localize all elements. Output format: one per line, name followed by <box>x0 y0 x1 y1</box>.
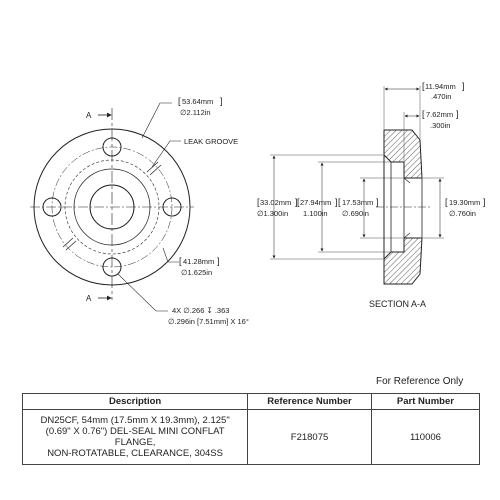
d1-dim-mm: 33.02mm <box>260 198 292 207</box>
bc-dim-mm: 41.28mm <box>183 257 215 266</box>
leak-groove-slot <box>66 241 76 250</box>
section-label-top: A <box>86 111 92 120</box>
svg-text:[: [ <box>178 96 181 106</box>
svg-text:[: [ <box>422 109 425 119</box>
svg-text:[: [ <box>445 197 448 207</box>
bc-dim-in: ∅1.625in <box>181 268 213 277</box>
section-upper-hatch <box>384 130 422 178</box>
svg-text:]: ] <box>462 81 465 91</box>
svg-text:]: ] <box>376 197 379 207</box>
od-dim-in: ∅2.112in <box>180 108 211 117</box>
svg-text:[: [ <box>179 256 182 266</box>
svg-text:]: ] <box>483 197 486 207</box>
svg-text:[: [ <box>257 197 260 207</box>
table-row <box>23 410 480 465</box>
od-leader <box>142 103 172 138</box>
header-reference-number: Reference Number <box>248 394 372 410</box>
table-header-row <box>23 394 480 410</box>
svg-text:]: ] <box>220 96 223 106</box>
hole-callout-1: 4X ∅.266 ↧ .363 <box>172 306 230 315</box>
d1-dim-in: ∅1.300in <box>257 209 289 218</box>
section-title: SECTION A-A <box>369 299 427 309</box>
hole-callout-2: ∅.296in [7.51mm] X 16° <box>168 317 249 326</box>
cb-dim-mm: 7.62mm <box>426 110 454 119</box>
description-line: NON-ROTATABLE, CLEARANCE, 304SS <box>47 448 223 459</box>
header-part-number: Part Number <box>371 394 479 410</box>
d4-dim-mm: 19.30mm <box>449 198 481 207</box>
header-description: Description <box>23 394 248 410</box>
od-dim-mm: 53.64mm <box>182 97 214 106</box>
front-view <box>30 96 249 326</box>
svg-text:[: [ <box>422 81 425 91</box>
svg-text:]: ] <box>335 197 338 207</box>
section-lower-hatch <box>384 238 422 284</box>
cell-reference-number: F218075 <box>248 410 372 465</box>
svg-text:[: [ <box>338 197 341 207</box>
svg-text:]: ] <box>217 256 220 266</box>
cell-part-number: 110006 <box>371 410 479 465</box>
svg-text:]: ] <box>456 109 459 119</box>
cb-dim-in: .300in <box>430 121 451 130</box>
section-label-bottom: A <box>86 294 92 303</box>
section-view <box>257 81 486 309</box>
d4-dim-in: ∅.760in <box>449 209 476 218</box>
d2-dim-mm: 27.94mm <box>300 198 332 207</box>
description-line: (0.69" X 0.76") DEL-SEAL MINI CONFLAT FLANGE, <box>45 426 225 448</box>
d2-dim-in: 1.100in <box>303 209 328 218</box>
thk-dim-mm: 11.94mm <box>425 82 456 91</box>
d3-dim-in: ∅.690in <box>342 209 369 218</box>
svg-text:[: [ <box>297 197 300 207</box>
hole-leader <box>118 274 168 311</box>
parts-table <box>22 393 480 465</box>
cell-description <box>23 410 248 465</box>
description-line: DN25CF, 54mm (17.5mm X 19.3mm), 2.125" <box>40 415 230 426</box>
thk-dim-in: .470in <box>431 92 452 101</box>
reference-note: For Reference Only <box>376 376 464 387</box>
leak-groove-label: LEAK GROOVE <box>184 137 239 146</box>
svg-text:]: ] <box>295 197 298 207</box>
leak-groove-slot <box>147 162 158 172</box>
d3-dim-mm: 17.53mm <box>342 198 374 207</box>
